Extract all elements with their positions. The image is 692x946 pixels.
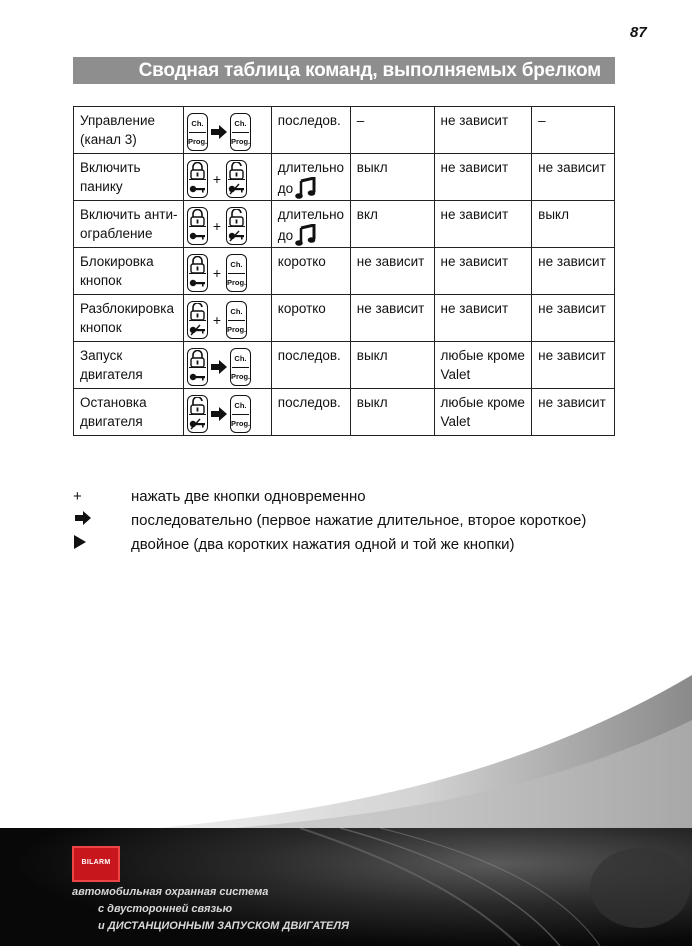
button-label-prog: Prog. — [187, 137, 208, 146]
command-name — [74, 342, 184, 389]
cell-col6 — [532, 342, 615, 389]
button-label-prog: Prog. — [226, 325, 247, 334]
sequential-arrow-icon — [211, 360, 227, 374]
cell-col5 — [434, 107, 532, 154]
commands-table — [73, 106, 615, 436]
table-row — [74, 107, 615, 154]
press-type — [271, 107, 350, 154]
cell-col6-text: не зависит — [538, 348, 606, 363]
cell-col4-text: выкл — [356, 160, 388, 175]
press-type — [271, 248, 350, 295]
cell-col4 — [350, 295, 434, 342]
unlock-button-icon — [226, 207, 247, 245]
cell-col6 — [532, 389, 615, 436]
cell-col4-text: вкл — [356, 207, 378, 222]
command-name — [74, 154, 184, 201]
button-label-prog: Prog. — [230, 137, 251, 146]
table-row — [74, 201, 615, 248]
cell-col5-line1: не зависит — [440, 301, 509, 316]
slogan-line-1: автомобильная охранная система — [72, 886, 269, 898]
sequential-arrow-icon — [73, 511, 93, 525]
cell-col5 — [434, 248, 532, 295]
press-type-line1: коротко — [277, 301, 326, 316]
slogan-line-3: и ДИСТАНЦИОННЫМ ЗАПУСКОМ ДВИГАТЕЛЯ — [98, 920, 349, 932]
press-type — [271, 389, 350, 436]
cell-col6-text: не зависит — [538, 254, 606, 269]
command-name — [74, 248, 184, 295]
command-name-line2: панику — [80, 179, 123, 194]
cell-col4-text: не зависит — [356, 254, 425, 269]
command-name-line2: ограбление — [80, 226, 153, 241]
cell-col6-text: не зависит — [538, 395, 606, 410]
button-combo — [183, 389, 271, 436]
press-type-line1: последов. — [277, 395, 341, 410]
cell-col6 — [532, 248, 615, 295]
command-name-line1: Включить — [80, 160, 141, 175]
command-name-line1: Остановка — [80, 395, 147, 410]
command-name-line1: Разблокировка — [80, 301, 174, 316]
unlock-button-icon — [187, 301, 208, 339]
ch-prog-button-icon — [187, 113, 208, 151]
command-name — [74, 389, 184, 436]
table-row — [74, 154, 615, 201]
button-label-ch: Ch. — [230, 260, 243, 269]
plus-icon: + — [212, 217, 222, 234]
button-combo — [183, 107, 271, 154]
plus-icon: + — [212, 264, 222, 281]
plus-icon: + — [212, 311, 222, 328]
cell-col6-text: не зависит — [538, 160, 606, 175]
press-type-line2: до — [277, 181, 294, 196]
page-title: Сводная таблица команд, выполняемых брелком — [73, 57, 615, 84]
legend-text: двойное (два коротких нажатия одной и той же кнопки) — [131, 535, 515, 553]
cell-col5 — [434, 201, 532, 248]
cell-col5-line2: Valet — [440, 414, 471, 429]
command-name-line2: кнопок — [80, 273, 122, 288]
cell-col4-text: выкл — [356, 395, 388, 410]
lock-button-icon — [187, 207, 208, 245]
command-name-line2: двигателя — [80, 414, 143, 429]
press-type — [271, 154, 350, 201]
cell-col5-line1: не зависит — [440, 254, 509, 269]
button-combo — [183, 342, 271, 389]
cell-col5 — [434, 154, 532, 201]
lock-button-icon — [187, 160, 208, 198]
press-type — [271, 201, 350, 248]
cell-col5-line1: не зависит — [440, 113, 509, 128]
legend-item — [73, 484, 586, 508]
button-combo — [183, 248, 271, 295]
command-name-line2: (канал 3) — [80, 132, 137, 147]
command-name — [74, 107, 184, 154]
cell-col4-text: не зависит — [356, 301, 425, 316]
button-label-prog: Prog. — [230, 372, 251, 381]
press-type — [271, 295, 350, 342]
button-label-prog: Prog. — [230, 419, 251, 428]
cell-col5 — [434, 342, 532, 389]
ch-prog-button-icon — [230, 113, 251, 151]
lock-button-icon — [187, 254, 208, 292]
lock-button-icon — [187, 348, 208, 386]
legend-text: последовательно (первое нажатие длительное, второе короткое) — [131, 511, 587, 529]
cell-col6-text: не зависит — [538, 301, 606, 316]
press-type-line1: длительно — [277, 207, 345, 222]
cell-col4-text: – — [356, 113, 365, 128]
sequential-arrow-icon — [211, 407, 227, 421]
table-row — [74, 295, 615, 342]
cell-col4 — [350, 107, 434, 154]
cell-col5 — [434, 295, 532, 342]
music-note-icon — [295, 224, 317, 246]
table-row — [74, 248, 615, 295]
ch-prog-button-icon — [230, 348, 251, 386]
press-type-line1: последов. — [277, 348, 341, 363]
button-label-ch: Ch. — [234, 354, 247, 363]
press-type-line1: последов. — [277, 113, 341, 128]
legend-item — [73, 508, 586, 532]
press-type — [271, 342, 350, 389]
unlock-button-icon — [187, 395, 208, 433]
cell-col6 — [532, 107, 615, 154]
cell-col6-text: – — [538, 113, 546, 128]
legend-item — [73, 532, 586, 556]
legend-text: нажать две кнопки одновременно — [131, 487, 366, 505]
sequential-arrow-icon — [211, 125, 227, 139]
command-name-line1: Запуск — [80, 348, 123, 363]
cell-col5-line1: не зависит — [440, 207, 509, 222]
cell-col4 — [350, 201, 434, 248]
button-combo — [183, 201, 271, 248]
command-name-line2: кнопок — [80, 320, 122, 335]
command-name — [74, 295, 184, 342]
plus-icon: + — [73, 487, 82, 505]
unlock-button-icon — [226, 160, 247, 198]
table-row — [74, 389, 615, 436]
cell-col4 — [350, 342, 434, 389]
plus-icon: + — [212, 170, 222, 187]
slogan-line-2: с двусторонней связью — [98, 903, 233, 915]
footer-banner — [0, 828, 692, 946]
logo-text: BILARM — [81, 859, 111, 866]
music-note-icon — [295, 177, 317, 199]
cell-col5-line1: любые кроме — [440, 395, 525, 410]
button-label-prog: Prog. — [226, 278, 247, 287]
ch-prog-button-icon — [226, 254, 247, 292]
ch-prog-button-icon — [226, 301, 247, 339]
press-type-line1: длительно — [277, 160, 345, 175]
button-label-ch: Ch. — [191, 119, 204, 128]
command-name-line1: Управление — [80, 113, 156, 128]
press-type-line2: до — [277, 228, 294, 243]
table-row — [74, 342, 615, 389]
button-label-ch: Ch. — [234, 401, 247, 410]
cell-col6 — [532, 201, 615, 248]
double-press-triangle-icon — [73, 535, 87, 549]
cell-col5-line1: любые кроме — [440, 348, 525, 363]
ch-prog-button-icon — [230, 395, 251, 433]
legend — [73, 484, 586, 556]
cell-col5-line1: не зависит — [440, 160, 509, 175]
cell-col4 — [350, 154, 434, 201]
page-number: 87 — [630, 24, 647, 41]
cell-col6 — [532, 295, 615, 342]
button-combo — [183, 295, 271, 342]
bilarm-logo — [72, 846, 120, 882]
press-type-line1: коротко — [277, 254, 326, 269]
cell-col5 — [434, 389, 532, 436]
button-combo — [183, 154, 271, 201]
cell-col4-text: выкл — [356, 348, 388, 363]
command-name — [74, 201, 184, 248]
cell-col6-text: выкл — [538, 207, 569, 222]
cell-col4 — [350, 389, 434, 436]
command-name-line1: Блокировка — [80, 254, 154, 269]
button-label-ch: Ch. — [230, 307, 243, 316]
button-label-ch: Ch. — [234, 119, 247, 128]
command-name-line1: Включить анти- — [80, 207, 178, 222]
cell-col4 — [350, 248, 434, 295]
command-name-line2: двигателя — [80, 367, 143, 382]
cell-col5-line2: Valet — [440, 367, 471, 382]
cell-col6 — [532, 154, 615, 201]
decorative-curve — [0, 640, 692, 840]
